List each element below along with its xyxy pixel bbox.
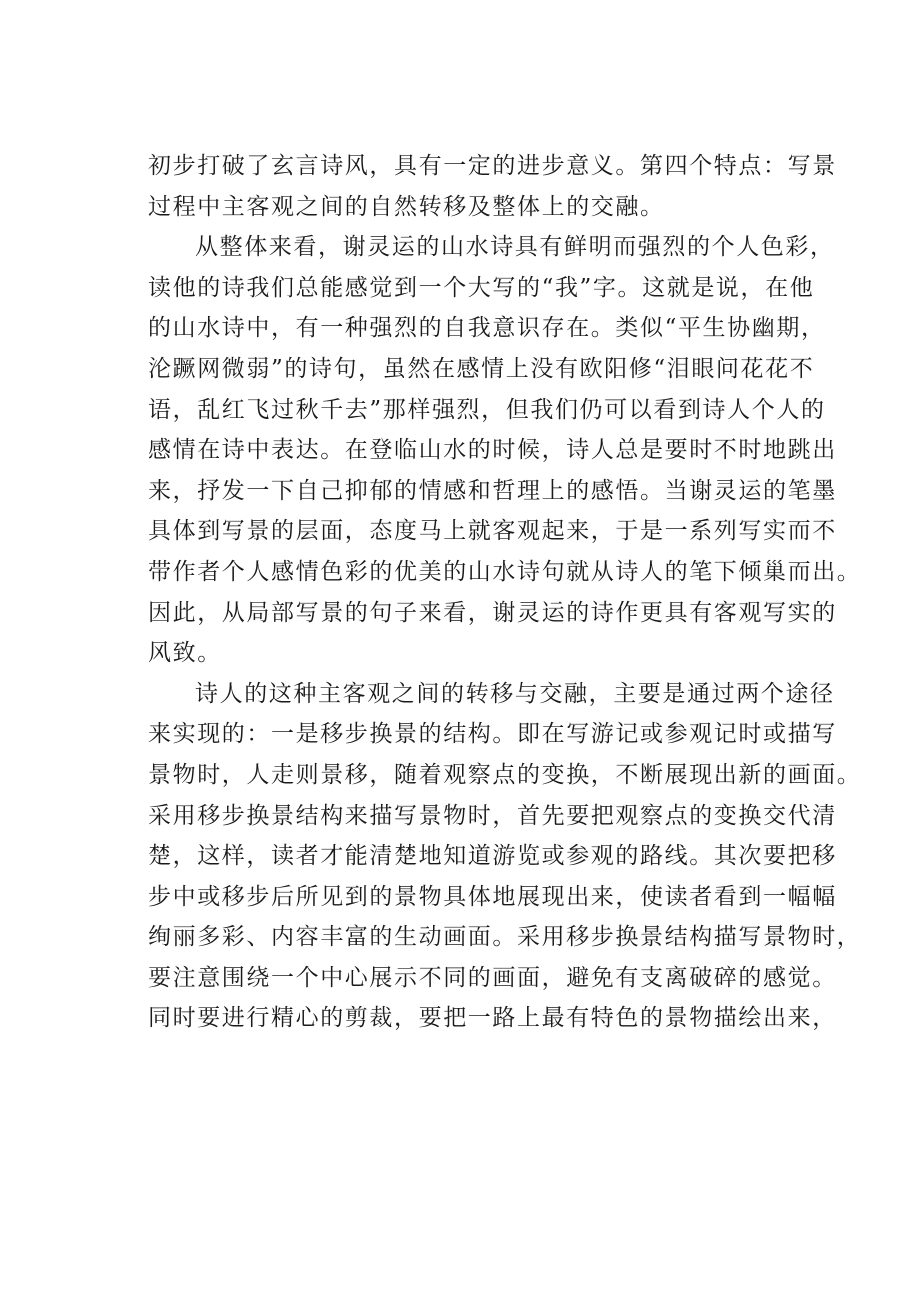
text-line: 因此，从局部写景的句子来看，谢灵运的诗作更具有客观写实的 [148, 599, 837, 626]
text-line: 初步打破了玄言诗风，具有一定的进步意义。第四个特点：写景 [148, 153, 837, 179]
text-line: 景物时，人走则景移，随着观察点的变换，不断展现出新的画面。 [148, 761, 862, 788]
document-body [148, 146, 862, 1039]
paragraph [148, 227, 862, 674]
text-line: 沦蹶网微弱”的诗句，虽然在感情上没有欧阳修“泪眼问花花不 [148, 355, 815, 382]
text-line: 绚丽多彩、内容丰富的生动画面。采用移步换景结构描写景物时， [148, 924, 862, 951]
text-line: 从整体来看，谢灵运的山水诗具有鲜明而强烈的个人色彩， [195, 234, 835, 261]
text-line: 的山水诗中，有一种强烈的自我意识存在。类似“平生协幽期， [148, 315, 826, 342]
text-line: 同时要进行精心的剪裁，要把一路上最有特色的景物描绘出来， [148, 1005, 837, 1032]
paragraph [148, 674, 862, 1039]
text-line: 步中或移步后所见到的景物具体地展现出来，使读者看到一幅幅 [148, 883, 837, 910]
text-line: 来实现的：一是移步换景的结构。即在写游记或参观记时或描写 [148, 721, 837, 748]
text-line: 过程中主客观之间的自然转移及整体上的交融。 [148, 193, 665, 220]
text-line: 来，抒发一下自己抑郁的情感和哲理上的感悟。当谢灵运的笔墨 [148, 477, 837, 504]
text-line: 诗人的这种主客观之间的转移与交融，主要是通过两个途径 [195, 680, 835, 707]
text-line: 采用移步换景结构来描写景物时，首先要把观察点的变换交代清 [148, 802, 837, 829]
text-line: 具体到写景的层面，态度马上就客观起来，于是一系列写实而不 [148, 518, 837, 545]
text-line: 楚，这样，读者才能清楚地知道游览或参观的路线。其次要把移 [148, 843, 837, 870]
text-line: 带作者个人感情色彩的优美的山水诗句就从诗人的笔下倾巢而出。 [148, 558, 862, 585]
text-line: 读他的诗我们总能感觉到一个大写的“我”字。这就是说，在他 [148, 274, 815, 301]
text-line: 风致。 [148, 640, 222, 667]
text-line: 要注意围绕一个中心展示不同的画面，避免有支离破碎的感觉。 [148, 964, 837, 991]
paragraph [148, 146, 837, 227]
text-line: 感情在诗中表达。在登临山水的时候，诗人总是要时不时地跳出 [148, 437, 837, 464]
text-line: 语，乱红飞过秋千去”那样强烈，但我们仍可以看到诗人个人的 [148, 396, 826, 423]
